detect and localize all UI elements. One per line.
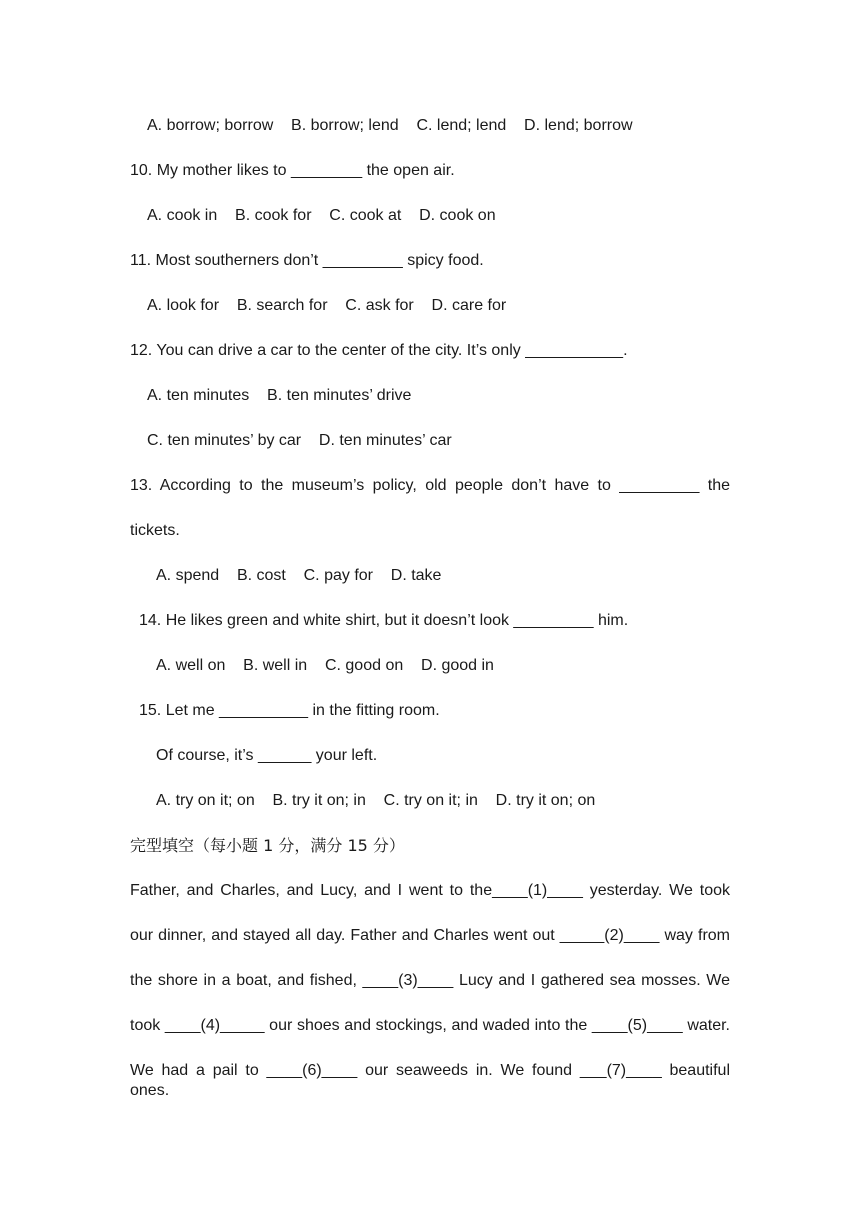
cloze-passage-line3: the shore in a boat, and fished, ____(3)____ Lucy and I gathered sea mosses. We bbox=[130, 972, 730, 989]
question-14: 14. He likes green and white shirt, but it doesn’t look _________ him. bbox=[139, 612, 629, 629]
q9-options: A. borrow; borrow B. borrow; lend C. lend; lend D. lend; borrow bbox=[147, 117, 633, 134]
section-heading-cloze: 完型填空（每小题 1 分，满分 15 分） bbox=[130, 836, 405, 855]
cloze-passage-line4: took ____(4)_____ our shoes and stockings, and waded into the ____(5)____ water. bbox=[130, 1017, 730, 1034]
q12-options-line2: C. ten minutes’ by car D. ten minutes’ car bbox=[147, 432, 452, 449]
question-15: 15. Let me __________ in the fitting room. bbox=[139, 702, 440, 719]
q14-options: A. well on B. well in C. good on D. good in bbox=[156, 657, 494, 674]
question-13: 13. According to the museum’s policy, old people don’t have to _________ the bbox=[130, 477, 730, 494]
q10-options: A. cook in B. cook for C. cook at D. cook on bbox=[147, 207, 496, 224]
q12-options-line1: A. ten minutes B. ten minutes’ drive bbox=[147, 387, 412, 404]
q11-options: A. look for B. search for C. ask for D. care for bbox=[147, 297, 507, 314]
question-10: 10. My mother likes to ________ the open air. bbox=[130, 162, 455, 179]
question-13-continued: tickets. bbox=[130, 522, 180, 539]
question-15-reply: Of course, it’s ______ your left. bbox=[156, 747, 378, 764]
question-11: 11. Most southerners don’t _________ spicy food. bbox=[130, 252, 484, 269]
q15-options: A. try on it; on B. try it on; in C. try on it; in D. try it on; on bbox=[156, 792, 596, 809]
cloze-passage-line2: our dinner, and stayed all day. Father and Charles went out _____(2)____ way from bbox=[130, 927, 730, 944]
q13-options: A. spend B. cost C. pay for D. take bbox=[156, 567, 442, 584]
cloze-passage-line5: We had a pail to ____(6)____ our seaweeds in. We found ___(7)____ beautiful ones. bbox=[130, 1062, 730, 1099]
cloze-passage-line1: Father, and Charles, and Lucy, and I went to the____(1)____ yesterday. We took bbox=[130, 882, 730, 899]
question-12: 12. You can drive a car to the center of the city. It’s only ___________. bbox=[130, 342, 628, 359]
